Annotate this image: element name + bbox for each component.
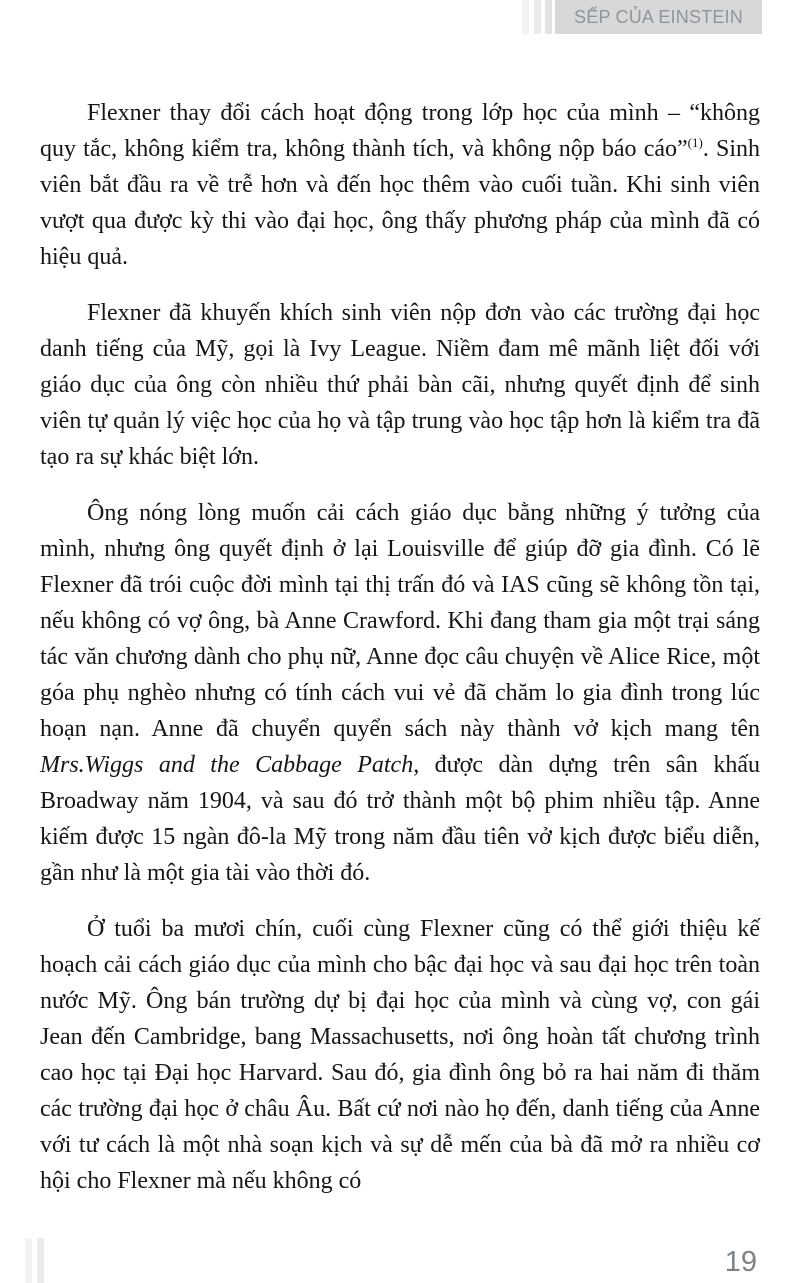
- paragraph-1-text: . Sinh viên bắt đầu ra về trễ hơn và đến học thêm vào cuối tuần. Khi sinh viên vượt qua được kỳ thi vào đại học, ông thấy phương pháp của mình đã có hiệu quả.: [40, 136, 761, 270]
- footer-decoration-bar: [37, 1238, 44, 1283]
- page-body-text: [40, 95, 760, 1219]
- paragraph-4-text: Ở tuổi ba mươi chín, cuối cùng Flexner cũng có thể giới thiệu kế hoạch cải cách giáo dục của mình cho bậc đại học và sau đại học trên toàn nước Mỹ. Ông bán trường dự bị đại học của mình và cùng vợ, con gái Jean đến Cambridge, bang Massachusetts, nơi ông hoàn tất chương trình cao học tại Đại học Harvard. Sau đó, gia đình ông bỏ ra hai năm đi thăm các trường đại học ở châu Âu. Bất cứ nơi nào họ đến, danh tiếng của Anne với tư cách là một nhà soạn kịch và sự dễ mến của bà đã mở ra nhiều cơ hội cho Flexner mà nếu không có: [40, 916, 760, 1194]
- paragraph-2-text: Flexner đã khuyến khích sinh viên nộp đơn vào các trường đại học danh tiếng của Mỹ, gọi là Ivy League. Niềm đam mê mãnh liệt đối với giáo dục của ông còn nhiều thứ phải bàn cãi, nhưng quyết định để sinh viên tự quản lý việc học của họ và tập trung vào học tập hơn là kiểm tra đã tạo ra sự khác biệt lớn.: [40, 300, 760, 470]
- paragraph-2: [40, 295, 760, 475]
- paragraph-3-text: Ông nóng lòng muốn cải cách giáo dục bằng những ý tưởng của mình, nhưng ông quyết định ở lại Louisville để giúp đỡ gia đình. Có lẽ Flexner đã trói cuộc đời mình tại thị trấn đó và IAS cũng sẽ không tồn tại, nếu không có vợ ông, bà Anne Crawford. Khi đang tham gia một trại sáng tác văn chương dành cho phụ nữ, Anne đọc câu chuyện về Alice Rice, một góa phụ nghèo nhưng có tính cách vui vẻ đã chăm lo gia đình trong lúc hoạn nạn. Anne đã chuyển quyển sách này thành vở kịch mang tên: [40, 500, 760, 742]
- footnote-marker: (1): [687, 135, 703, 150]
- paragraph-4: [40, 911, 760, 1199]
- header-decoration-bar: [522, 0, 529, 34]
- paragraph-1-text: Flexner thay đổi cách hoạt động trong lớp học của mình – “không quy tắc, không kiểm tra, không thành tích, và không nộp báo cáo”: [40, 100, 760, 162]
- header-decoration-bar: [534, 0, 541, 34]
- footer-decoration-bar: [25, 1238, 32, 1283]
- book-title: SẾP CỦA EINSTEIN: [574, 6, 743, 27]
- header-decoration-bar: [545, 0, 552, 34]
- book-title-italic: Mrs.Wiggs and the Cabbage Patch: [40, 752, 414, 778]
- running-head-box: [555, 0, 762, 34]
- paragraph-3: [40, 495, 760, 891]
- paragraph-1: [40, 95, 760, 275]
- paragraph-3-text: , được dàn dựng trên sân khấu Broadway năm 1904, và sau đó trở thành một bộ phim nhiều tập. Anne kiếm được 15 ngàn đô-la Mỹ trong năm đầu tiên vở kịch được biểu diễn, gần như là một gia tài vào thời đó.: [40, 752, 761, 886]
- page-number: 19: [724, 1246, 757, 1278]
